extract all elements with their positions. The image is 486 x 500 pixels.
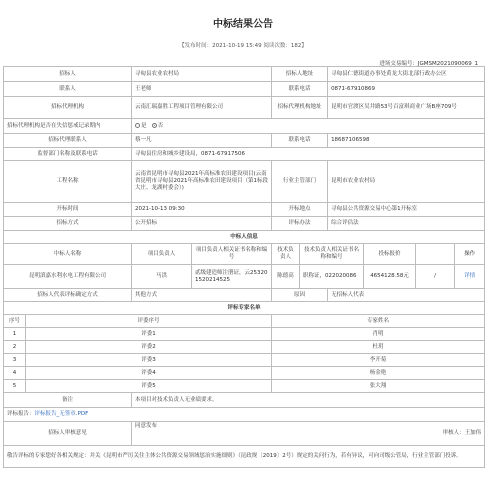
table-row: [4, 97, 485, 119]
table-row: [4, 408, 485, 422]
winner-tech-cert: 职称证，022020086: [300, 265, 364, 289]
auditor-signature: 审核人：王加伟: [442, 430, 482, 436]
radio-yes-label: 是: [141, 122, 147, 129]
table-row: [4, 217, 485, 231]
radio-no-label: 否: [157, 122, 164, 129]
table-row: [4, 302, 485, 315]
agency-address-value: 昆明市官渡区吴井路53号百富琪商业广场B座709号: [328, 97, 485, 119]
winner-header-tech-cert: 技术负责人相关证书名称和编号: [300, 244, 364, 265]
table-row: [4, 203, 485, 217]
expert-no: 4: [4, 367, 26, 380]
table-row: [4, 341, 485, 354]
report-cell: [4, 408, 485, 422]
expert-no: 2: [4, 341, 26, 354]
committee-header-name: 专家姓名: [272, 315, 485, 328]
expert-seat: 评委1: [26, 328, 272, 341]
reason-value: 无招标人代表: [328, 289, 485, 302]
contact-label: 联系人: [4, 82, 132, 97]
open-place-value: 寻甸县公共资源交易中心第1开标室: [328, 203, 485, 217]
tenderer-value: 寻甸县农业农村局: [132, 67, 272, 82]
table-row: [4, 380, 485, 393]
footer-notice: 敬告评标的专家您好各相关规定：并关《昆明市严厉关住主体公共资源交易领域惩治实施细则》（昆政规〔2019〕2号）规定的关问行为，若有异议，可向司级公管局，行业主管部门投诉。: [4, 446, 485, 468]
committee-header-no: 序号: [4, 315, 26, 328]
industry-dept-value: 昆明市农业农村局: [328, 161, 485, 203]
table-row: [4, 134, 485, 148]
table-row: [4, 244, 485, 265]
expert-name: 杜玥: [272, 341, 485, 354]
transaction-number: 进场交易编号：JGMSM2021090069_1: [379, 61, 478, 67]
expert-name: 肖明: [272, 328, 485, 341]
table-row: [4, 422, 485, 446]
contact-value: 王老师: [132, 82, 272, 97]
supervisor-label: 监督部门名称及联系电话: [4, 148, 132, 161]
expert-name: 杨金艳: [272, 367, 485, 380]
winner-pm: 马洪: [132, 265, 192, 289]
phone-label: 联系电话: [272, 82, 328, 97]
rep-method-label: 招标人代表评标确定方式: [4, 289, 132, 302]
remark-value: 本项目对技术负责人无业绩要求。: [132, 393, 485, 408]
page-title: 中标结果公告: [213, 19, 273, 30]
report-label: 评标报告：: [7, 411, 35, 417]
winner-unit: /: [416, 265, 455, 289]
winner-pm-cert: 贰级建造师注册证，云253201520214525: [192, 265, 272, 289]
table-row: [4, 354, 485, 367]
reason-label: 原因: [272, 289, 328, 302]
table-row: [4, 67, 485, 82]
expert-seat: 评委2: [26, 341, 272, 354]
winner-header-tech: 技术负责人: [272, 244, 300, 265]
table-row: [4, 446, 485, 468]
winner-header-price: 投标报价: [364, 244, 416, 265]
report-file-link[interactable]: 评标报告_无签章.PDF: [34, 411, 89, 417]
expert-seat: 评委3: [26, 354, 272, 367]
agency-contact-value: 蔡一凡: [132, 134, 272, 148]
table-row: [4, 393, 485, 408]
agency-contact-label: 招标代理联系人: [4, 134, 132, 148]
open-time-value: 2021-10-13 09:30: [132, 203, 272, 217]
expert-seat: 评委4: [26, 367, 272, 380]
detail-link[interactable]: 详情: [464, 273, 476, 279]
radio-yes[interactable]: [135, 123, 140, 128]
table-row: [4, 315, 485, 328]
winner-header-blank: [416, 244, 455, 265]
tenderer-address-value: 寻甸县仁德街道办事处黄龙大街北部行政办公区: [328, 67, 485, 82]
agency-address-label: 招标代理机构地址: [272, 97, 328, 119]
open-place-label: 开标地点: [272, 203, 328, 217]
method-value: 公开招标: [132, 217, 272, 231]
agency-value: 云南汇瑞嘉胜工程项目管理有限公司: [132, 97, 272, 119]
publish-time: 【发布时间：2021-10-19 15:49 阅读次数：182】: [179, 43, 307, 49]
expert-no: 5: [4, 380, 26, 393]
tenderer-address-label: 招标人地址: [272, 67, 328, 82]
agency-phone-value: 18687106598: [328, 134, 485, 148]
rep-method-value: 其他方式: [132, 289, 272, 302]
project-name-value: 云南省昆明市寻甸县2021年高标准农田建设项目(云南省昆明市寻甸县2021年高标准农田建设项目（第1标段 大庄、龙湖村委会）): [132, 161, 272, 203]
agency-phone-label: 联系电话: [272, 134, 328, 148]
table-row: [4, 231, 485, 244]
table-row: [4, 328, 485, 341]
radio-no[interactable]: [152, 123, 157, 128]
opinion-label: 招标人审核意见: [4, 422, 132, 446]
winner-header-name: 中标人名称: [4, 244, 132, 265]
tenderer-label: 招标人: [4, 67, 132, 82]
table-row: [4, 119, 485, 134]
winner-header-pm-cert: 项目负责人相关证书名称和编号: [192, 244, 272, 265]
agency-credit-options: [132, 119, 485, 134]
winner-tech: 陈德高: [272, 265, 300, 289]
agency-credit-label: 招标代理机构是否在失信惩戒记录期内: [4, 119, 132, 134]
winner-price: 4654128.58元: [364, 265, 416, 289]
supervisor-value: 寻甸县住房和城乡建设局，0871-67917506: [132, 148, 485, 161]
table-row: [4, 82, 485, 97]
expert-no: 1: [4, 328, 26, 341]
notice-table: [3, 66, 485, 468]
table-row: [4, 289, 485, 302]
committee-header-seat: 评委序号: [26, 315, 272, 328]
opinion-cell: [132, 422, 485, 446]
table-row: [4, 148, 485, 161]
expert-no: 3: [4, 354, 26, 367]
table-row: [4, 265, 485, 289]
expert-seat: 评委5: [26, 380, 272, 393]
winner-section-title: 中标人信息: [4, 231, 485, 244]
winner-header-pm: 项目负责人: [132, 244, 192, 265]
committee-section-title: 评标专家名单: [4, 302, 485, 315]
expert-name: 李开菊: [272, 354, 485, 367]
method-label: 招标方式: [4, 217, 132, 231]
winner-header-op: 操作: [455, 244, 485, 265]
phone-value: 0871-67910869: [328, 82, 485, 97]
table-row: [4, 161, 485, 203]
opinion-value: 同意发布: [135, 423, 158, 429]
table-row: [4, 367, 485, 380]
winner-name: 昆明滇嘉水利水电工程有限公司: [4, 265, 132, 289]
eval-method-label: 评标办法: [272, 217, 328, 231]
project-name-label: 工程名称: [4, 161, 132, 203]
eval-method-value: 综合评估法: [328, 217, 485, 231]
publish-meta: [0, 41, 486, 49]
open-time-label: 开标时间: [4, 203, 132, 217]
expert-name: 张大翔: [272, 380, 485, 393]
remark-label: 备注: [4, 393, 132, 408]
agency-label: 招标代理机构: [4, 97, 132, 119]
winner-detail-link[interactable]: [455, 265, 485, 289]
industry-dept-label: 行业主管部门: [272, 161, 328, 203]
